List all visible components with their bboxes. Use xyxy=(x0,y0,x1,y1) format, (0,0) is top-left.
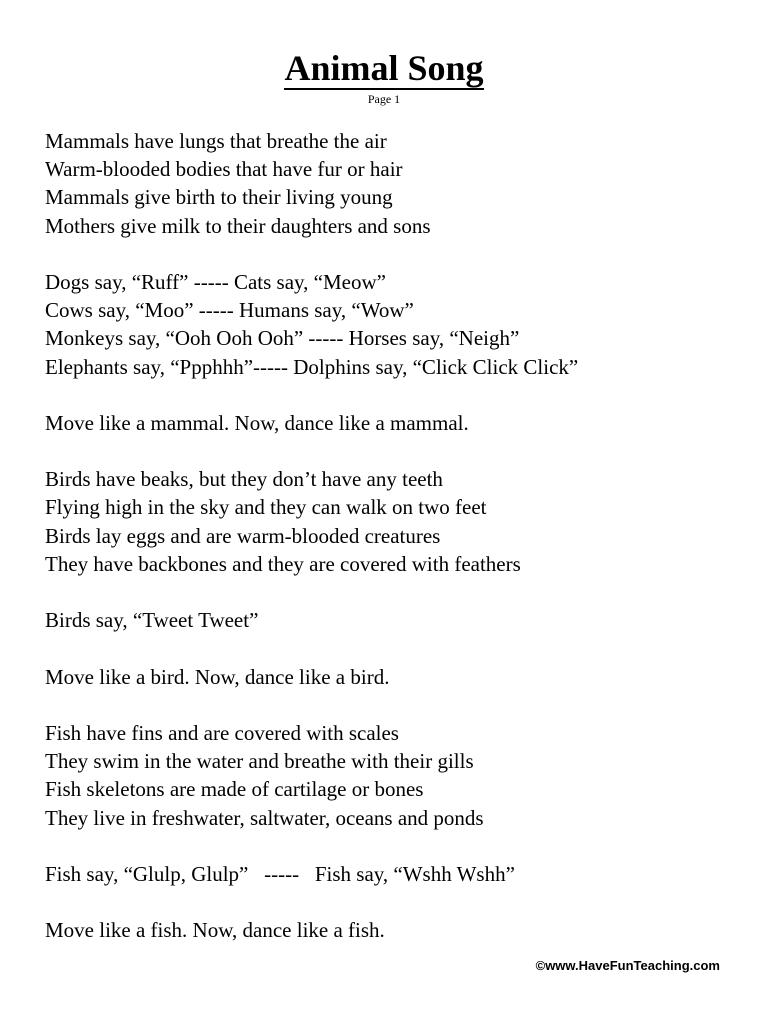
stanza xyxy=(45,663,745,691)
stanza xyxy=(45,860,745,888)
stanza-gap xyxy=(45,634,745,662)
stanza-gap xyxy=(45,888,745,916)
page-title xyxy=(0,46,768,90)
stanza xyxy=(45,606,745,634)
lyric-line: Dogs say, “Ruff” ----- Cats say, “Meow” xyxy=(45,269,386,294)
stanza xyxy=(45,465,745,578)
stanza xyxy=(45,268,745,381)
stanza-gap xyxy=(45,832,745,860)
lyric-line: Elephants say, “Ppphhh”----- Dolphins say, “Click Click Click” xyxy=(45,354,579,379)
stanza xyxy=(45,719,745,832)
lyric-line: Monkeys say, “Ooh Ooh Ooh” ----- Horses say, “Neigh” xyxy=(45,326,520,351)
lyric-line: Flying high in the sky and they can walk on two feet xyxy=(45,495,487,520)
lyric-line: Birds lay eggs and are warm-blooded creatures xyxy=(45,523,441,548)
lyric-line: Move like a bird. Now, dance like a bird. xyxy=(45,664,390,689)
lyric-line: They swim in the water and breathe with their gills xyxy=(45,749,474,774)
stanza xyxy=(45,127,745,240)
stanza-gap xyxy=(45,437,745,465)
lyric-line: Fish have fins and are covered with scales xyxy=(45,720,399,745)
lyric-line: Move like a mammal. Now, dance like a mammal. xyxy=(45,410,469,435)
stanza-gap xyxy=(45,578,745,606)
stanza-gap xyxy=(45,691,745,719)
stanza-gap xyxy=(45,240,745,268)
lyric-line: Fish skeletons are made of cartilage or bones xyxy=(45,777,424,802)
lyric-line: Move like a fish. Now, dance like a fish. xyxy=(45,918,385,943)
page-number-label: Page 1 xyxy=(367,92,401,106)
lyric-line: They live in freshwater, saltwater, oceans and ponds xyxy=(45,805,484,830)
page-title-text: Animal Song xyxy=(284,48,484,88)
lyric-line: Warm-blooded bodies that have fur or hair xyxy=(45,157,403,182)
lyric-line: Cows say, “Moo” ----- Humans say, “Wow” xyxy=(45,298,414,323)
lyric-line: Mammals have lungs that breathe the air xyxy=(45,129,387,153)
lyric-line: They have backbones and they are covered with feathers xyxy=(45,551,521,576)
stanza xyxy=(45,916,745,944)
lyric-line: Birds have beaks, but they don’t have any teeth xyxy=(45,467,443,492)
copyright-footer: ©www.HaveFunTeaching.com xyxy=(535,958,720,973)
lyric-line: Mammals give birth to their living young xyxy=(45,185,393,210)
stanza-gap xyxy=(45,381,745,409)
lyric-line: Birds say, “Tweet Tweet” xyxy=(45,608,259,633)
lyric-line: Mothers give milk to their daughters and sons xyxy=(45,213,431,238)
song-lyrics xyxy=(45,127,745,944)
lyric-line: Fish say, “Glulp, Glulp” ----- Fish say, “Wshh Wshh” xyxy=(45,861,515,886)
stanza xyxy=(45,409,745,437)
